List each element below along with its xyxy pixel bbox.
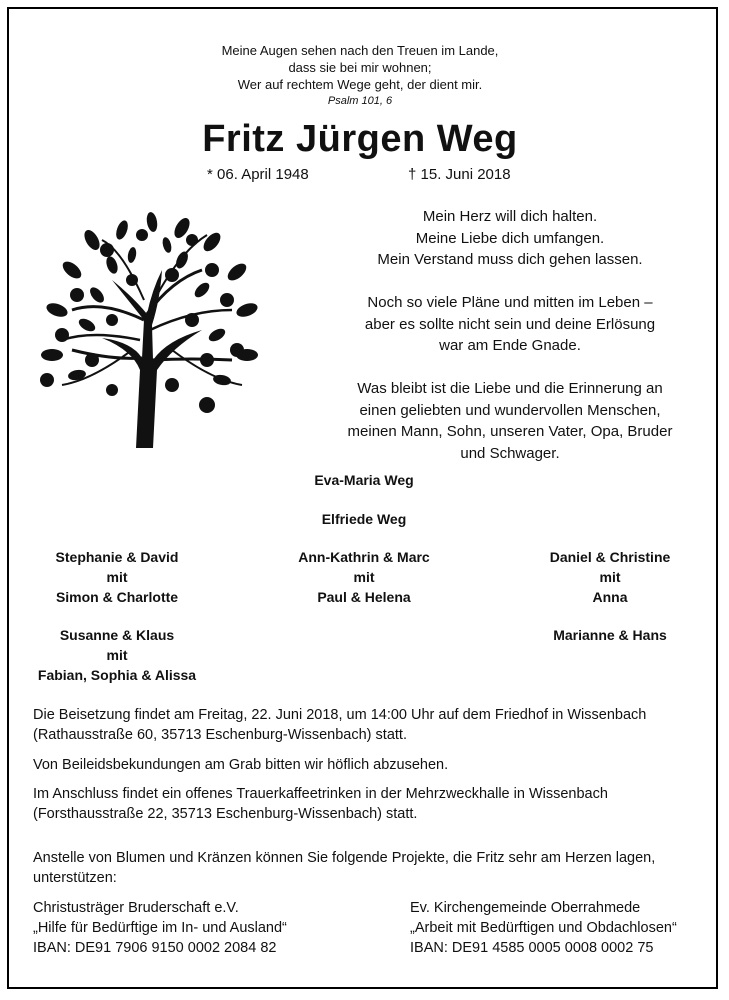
mourner-line: mit (106, 569, 128, 585)
notice-line: (Rathausstraße 60, 35713 Eschenburg-Wissenbach) statt. (33, 727, 407, 743)
mourner-mother: Elfriede Weg (321, 511, 407, 527)
notice-line: Die Beisetzung findet am Freitag, 22. Juni 2018, um 14:00 Uhr auf dem Friedhof in Wissenbach (33, 707, 647, 723)
apple-tree-icon (32, 210, 262, 450)
charity-org: Christusträger Bruderschaft e.V. (33, 900, 239, 916)
poem-line: aber es sollte nicht sein und deine Erlösung (364, 315, 656, 333)
mourner-line: Susanne & Klaus (59, 627, 175, 643)
poem-line: Was bleibt ist die Liebe und die Erinnerung an (357, 380, 663, 397)
mourner-line: Ann-Kathrin & Marc (298, 549, 430, 565)
charity-iban: IBAN: DE91 4585 0005 0008 0002 75 (410, 940, 654, 956)
death-date: † 15. Juni 2018 (408, 166, 511, 183)
mourner-family (520, 547, 700, 607)
notice-line: Im Anschluss findet ein offenes Trauerkaffeetrinken in der Mehrzweckhalle in Wissenbach (33, 786, 608, 802)
mourner-line: Simon & Charlotte (55, 589, 179, 605)
charity-project: „Arbeit mit Bedürftigen und Obdachlosen“ (410, 920, 677, 936)
charity-iban: IBAN: DE91 7906 9150 0002 2084 82 (33, 940, 277, 956)
condolence-notice: Von Beileidsbekundungen am Grab bitten wir höflich abzusehen. (33, 757, 449, 773)
poem-line: Mein Herz will dich halten. (422, 208, 598, 225)
mourner-family (17, 625, 217, 685)
donation-notice (33, 848, 703, 888)
verse-source: Psalm 101, 6 (327, 95, 393, 107)
psalm-verse (160, 42, 560, 110)
poem (330, 206, 690, 464)
verse-line: Wer auf rechtem Wege geht, der dient mir. (237, 77, 483, 92)
poem-line: meinen Mann, Sohn, unseren Vater, Opa, Bruder (347, 423, 673, 440)
poem-line: Mein Verstand muss dich gehen lassen. (377, 251, 643, 268)
deceased-name: Fritz Jürgen Weg (202, 118, 518, 160)
mourner-line: Stephanie & David (55, 549, 179, 565)
charity-block (33, 898, 363, 958)
mourner-family (269, 547, 459, 607)
funeral-notice (33, 705, 703, 745)
mourner-line: Daniel & Christine (549, 549, 671, 565)
verse-line: dass sie bei mir wohnen; (288, 60, 432, 75)
mourner-line: mit (353, 569, 375, 585)
poem-line: Noch so viele Pläne und mitten im Leben – (367, 294, 653, 311)
mourner-wife: Eva-Maria Weg (314, 472, 414, 488)
charity-project: „Hilfe für Bedürftige im In- und Ausland“ (33, 920, 287, 936)
poem-line: und Schwager. (460, 444, 560, 462)
coffee-notice (33, 784, 703, 824)
poem-line: war am Ende Gnade. (439, 337, 581, 354)
notice-line: unterstützen: (33, 870, 117, 886)
notice-line: Anstelle von Blumen und Kränzen können Sie folgende Projekte, die Fritz sehr am Herzen lagen, (33, 850, 656, 866)
poem-line: einen geliebten und wundervollen Menschen, (359, 401, 661, 419)
mourner-line: Paul & Helena (317, 589, 411, 605)
mourner-family (520, 625, 700, 645)
mourner-line: mit (106, 647, 128, 663)
mourner-line: mit (599, 569, 621, 585)
mourner-line: Fabian, Sophia & Alissa (37, 667, 197, 683)
poem-line: Meine Liebe dich umfangen. (415, 229, 605, 247)
mourner-line: Marianne & Hans (553, 627, 667, 643)
charity-org: Ev. Kirchengemeinde Oberrahmede (410, 900, 641, 916)
mourner-family (27, 547, 207, 607)
birth-date: * 06. April 1948 (207, 166, 309, 183)
verse-line: Meine Augen sehen nach den Treuen im Lande, (221, 43, 499, 58)
notice-line: (Forsthausstraße 22, 35713 Eschenburg-Wissenbach) statt. (33, 806, 418, 822)
charity-block (410, 898, 710, 958)
mourner-line: Anna (592, 589, 628, 605)
